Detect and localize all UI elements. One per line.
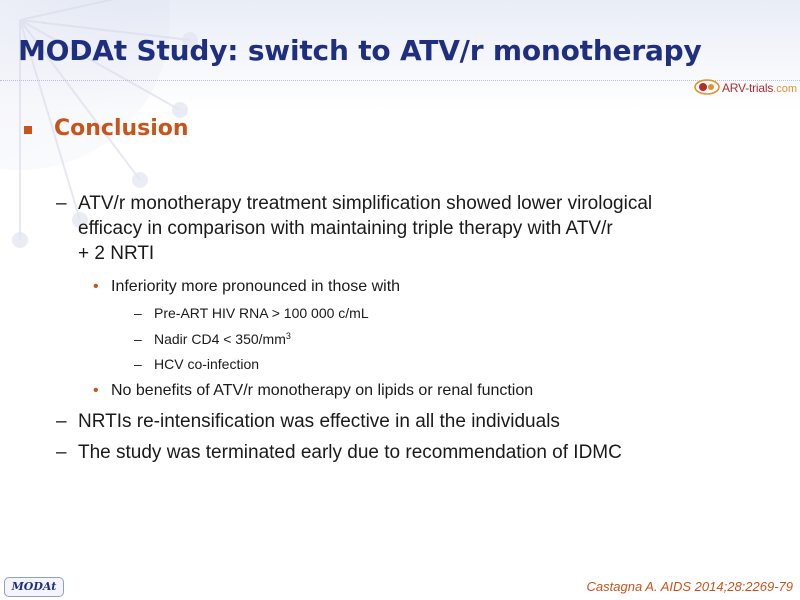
logo-text — [722, 81, 797, 95]
conclusion-point-3-text: The study was terminated early due to recommendation of IDMC — [78, 442, 622, 463]
dash-bullet: – — [56, 442, 67, 463]
citation: Castagna A. AIDS 2014;28:2269-79 — [586, 579, 793, 594]
sub-sub-point-nadir-cd4-text — [154, 330, 291, 348]
dash-bullet: – — [134, 356, 142, 372]
dash-bullet: – — [134, 331, 142, 347]
sub-point-inferiority-text: Inferiority more pronounced in those with — [111, 278, 401, 295]
sub-sub-point-hcv-text: HCV co-infection — [154, 356, 260, 372]
conclusion-point-2-text: NRTIs re-intensification was effective in all the individuals — [78, 411, 560, 432]
dash-bullet: – — [56, 193, 67, 214]
dot-bullet: • — [93, 382, 99, 399]
dash-bullet: – — [134, 305, 142, 321]
sub-sub-point-hiv-rna-text: Pre-ART HIV RNA > 100 000 c/mL — [154, 305, 369, 321]
title-divider — [0, 80, 800, 81]
logo-suffix: .com — [773, 83, 797, 95]
slide-title: MODAt Study: switch to ATV/r monotherapy — [18, 34, 702, 67]
conclusion-point-1-line-2: efficacy in comparison with maintaining triple therapy with ATV/r — [78, 218, 613, 239]
dash-bullet: – — [56, 411, 67, 432]
dot-bullet: • — [93, 278, 99, 295]
conclusion-point-1-text — [78, 191, 778, 266]
superscript: 3 — [285, 331, 291, 341]
conclusion-point-1-line-3: + 2 NRTI — [78, 243, 155, 264]
nadir-cd4-label: Nadir CD4 < 350/mm — [154, 331, 286, 347]
conclusion-point-1-line-1: ATV/r monotherapy treatment simplification showed lower virological — [78, 193, 653, 214]
study-badge: MODAt — [4, 577, 64, 597]
square-bullet-icon — [24, 126, 32, 134]
sub-point-no-benefits-text: No benefits of ATV/r monotherapy on lipids or renal function — [111, 382, 534, 399]
arv-trials-mark-icon — [694, 78, 720, 96]
logo-brand: ARV-trials — [722, 81, 774, 95]
section-heading-text: Conclusion — [54, 116, 189, 141]
